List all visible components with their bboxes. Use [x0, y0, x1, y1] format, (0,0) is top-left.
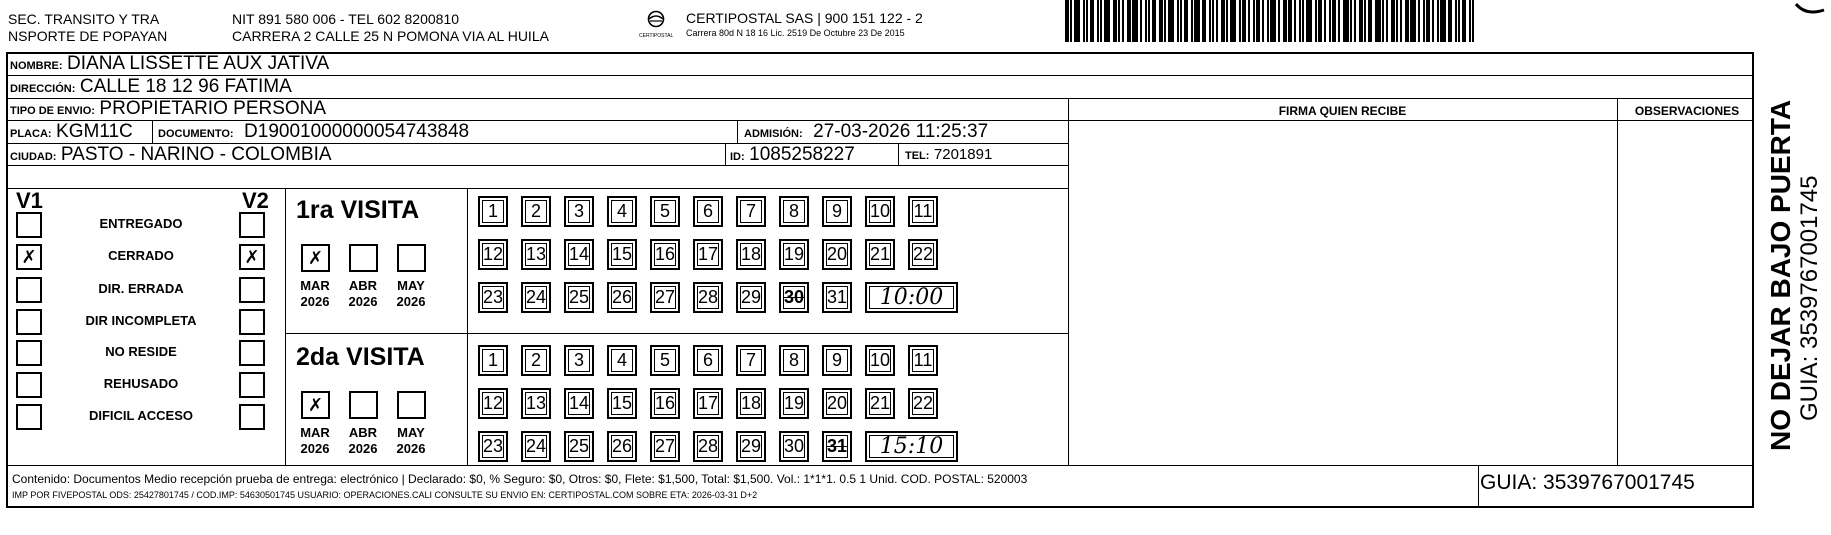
barcode-bar [1104, 0, 1110, 42]
barcode-bar [1469, 0, 1471, 42]
barcode-bar [1140, 0, 1142, 42]
v2-checkbox[interactable] [239, 372, 265, 398]
barcode-bar [1177, 0, 1179, 42]
year-label: 2026 [300, 294, 330, 309]
address-line: CARRERA 2 CALLE 25 N POMONA VIA AL HUILA [232, 28, 549, 44]
license-line: Carrera 80d N 18 16 Lic. 2519 De Octubre 23 De 2015 [686, 28, 905, 38]
day-box[interactable]: 3 [564, 196, 594, 227]
barcode-bar [1386, 0, 1388, 42]
company-info [686, 10, 923, 39]
barcode-bar [1455, 0, 1457, 42]
day-box[interactable]: 15 [607, 388, 637, 419]
barcode-bar [1410, 0, 1416, 42]
rule [6, 465, 1754, 466]
direccion-label: DIRECCIÓN: [10, 83, 76, 95]
barcode-bar [1396, 0, 1398, 42]
day-box[interactable]: 11 [908, 196, 938, 227]
barcode-bar [1306, 0, 1312, 42]
month-checkbox-abr[interactable] [349, 244, 378, 272]
year-label: 2026 [348, 294, 378, 309]
barcode-bar [1212, 0, 1214, 42]
barcode-bar [1400, 0, 1402, 42]
barcode-bar [1448, 0, 1452, 42]
day-box[interactable]: 21 [865, 388, 895, 419]
id-value: 1085258227 [749, 144, 855, 165]
sender-line-2: NSPORTE DE POPAYAN [8, 28, 168, 44]
day-box[interactable]: 28 [693, 282, 723, 313]
documento-label: DOCUMENTO: [158, 128, 234, 140]
status-label-entregado: ENTREGADO [99, 216, 183, 231]
day-box[interactable]: 4 [607, 196, 637, 227]
rule [285, 188, 286, 465]
day-box[interactable]: 9 [822, 196, 852, 227]
day-box[interactable]: 22 [908, 239, 938, 270]
barcode-bar [1391, 0, 1395, 42]
barcode-bar [1432, 0, 1434, 42]
barcode-bar [1202, 0, 1206, 42]
v1-checkbox[interactable] [16, 340, 42, 366]
month-checkbox-mar[interactable]: ✗ [301, 391, 330, 419]
barcode-bar [1405, 0, 1409, 42]
v1-checkbox[interactable]: ✗ [16, 244, 42, 270]
barcode-bar [1145, 0, 1147, 42]
day-box[interactable]: 22 [908, 388, 938, 419]
barcode-bar [1278, 0, 1280, 42]
barcode-bar [1262, 0, 1264, 42]
day-box[interactable]: 27 [650, 431, 680, 462]
barcode-bar [1359, 0, 1363, 42]
guia-side: GUIA: 3539767001745 [1796, 175, 1823, 421]
v1-checkbox[interactable] [16, 309, 42, 335]
barcode-bar [1288, 0, 1292, 42]
rule [285, 333, 1068, 334]
day-box[interactable]: 11 [908, 345, 938, 376]
day-box[interactable]: 26 [607, 282, 637, 313]
barcode-bar [1437, 0, 1439, 42]
admision-label: ADMISIÓN: [744, 128, 803, 140]
day-box[interactable]: 27 [650, 282, 680, 313]
barcode-bar [1302, 0, 1304, 42]
barcode-bar [1294, 0, 1296, 42]
day-box[interactable]: 21 [865, 239, 895, 270]
direccion-value: CALLE 18 12 96 FATIMA [79, 76, 292, 97]
day-box[interactable]: 16 [650, 239, 680, 270]
day-box[interactable]: 10 [865, 196, 895, 227]
day-box[interactable]: 2 [521, 345, 551, 376]
day-box[interactable]: 16 [650, 388, 680, 419]
status-label-dificil-acceso: DIFICIL ACCESO [88, 408, 193, 423]
barcode-bar [1253, 0, 1255, 42]
v2-checkbox[interactable] [239, 277, 265, 303]
day-box[interactable]: 14 [564, 239, 594, 270]
month-label: MAR [300, 278, 330, 293]
barcode-bar [1159, 0, 1163, 42]
barcode-bar [1472, 0, 1474, 42]
day-box[interactable]: 2 [521, 196, 551, 227]
barcode-bar [1423, 0, 1425, 42]
barcode-bar [1375, 0, 1381, 42]
v2-checkbox[interactable] [239, 212, 265, 238]
month-label: ABR [348, 425, 378, 440]
placa-label: PLACA: [10, 128, 52, 140]
day-box[interactable]: 29 [736, 282, 766, 313]
admision-field [744, 121, 988, 145]
month-checkbox-abr[interactable] [349, 391, 378, 419]
barcode-bar [1118, 0, 1120, 42]
day-box[interactable]: 5 [650, 345, 680, 376]
id-field [730, 144, 855, 168]
barcode-bar [1315, 0, 1317, 42]
barcode-bar [1191, 0, 1193, 42]
nombre-field [10, 53, 329, 77]
day-box[interactable]: 30 [779, 431, 809, 462]
day-box[interactable]: 17 [693, 388, 723, 419]
day-box[interactable]: 24 [521, 282, 551, 313]
barcode-bar [1239, 0, 1241, 42]
company-line: CERTIPOSTAL SAS | 900 151 122 - 2 [686, 10, 923, 26]
barcode-bar [1209, 0, 1211, 42]
barcode-bar [1350, 0, 1352, 42]
documento-value: D19001000000054743848 [244, 121, 470, 142]
placa-value: KGM11C [56, 121, 133, 142]
day-box[interactable]: 1 [478, 345, 508, 376]
contenido-line: Contenido: Documentos Medio recepción prueba de entrega: electrónico | Declarado: $0, % Seguro: $0, Otros: $0, Flete: $1,500, Total: $1,500. Vol.: 1*1*1. 0.5 1 Unid. COD. POSTAL: 520003 [12, 472, 1028, 486]
observaciones-area[interactable] [1620, 122, 1752, 463]
barcode-bar [1113, 0, 1117, 42]
day-box[interactable]: 31 [822, 431, 852, 462]
barcode-bar [1127, 0, 1131, 42]
day-box[interactable]: 8 [779, 196, 809, 227]
tipo-field [10, 98, 326, 122]
v1-checkbox[interactable] [16, 372, 42, 398]
guia-footer: GUIA: 3539767001745 [1480, 471, 1695, 494]
day-box[interactable]: 4 [607, 345, 637, 376]
barcode-bar [1382, 0, 1384, 42]
barcode-bar [1070, 0, 1072, 42]
barcode-bar [1338, 0, 1340, 42]
month-checkbox-may[interactable] [397, 391, 426, 419]
direccion-field [10, 76, 292, 100]
rule [898, 143, 899, 165]
barcode-bar [1164, 0, 1166, 42]
placa-field [10, 121, 133, 145]
tipo-label: TIPO DE ENVIO: [10, 105, 95, 117]
ciudad-value: PASTO - NARINO - COLOMBIA [60, 144, 332, 165]
id-label: ID: [730, 151, 745, 163]
v2-checkbox[interactable]: ✗ [239, 244, 265, 270]
visit-time[interactable]: 15:10 [865, 431, 958, 462]
barcode-bar [1368, 0, 1372, 42]
barcode-bar [1426, 0, 1430, 42]
tipo-value: PROPIETARIO PERSONA [99, 98, 327, 119]
day-box[interactable]: 7 [736, 345, 766, 376]
day-box[interactable]: 18 [736, 239, 766, 270]
firma-header: FIRMA QUIEN RECIBE [1278, 104, 1407, 118]
barcode-bar [1221, 0, 1225, 42]
barcode-bar [1168, 0, 1174, 42]
ciudad-field [10, 144, 332, 168]
barcode-bar [1090, 0, 1094, 42]
day-box[interactable]: 3 [564, 345, 594, 376]
barcode-bar [1122, 0, 1124, 42]
barcode-bar [1230, 0, 1236, 42]
day-box[interactable]: 14 [564, 388, 594, 419]
day-box[interactable]: 5 [650, 196, 680, 227]
day-box[interactable]: 28 [693, 431, 723, 462]
day-box[interactable]: 9 [822, 345, 852, 376]
day-box[interactable]: 29 [736, 431, 766, 462]
barcode-bar [1065, 0, 1069, 42]
barcode-bar [1458, 0, 1460, 42]
day-box[interactable]: 12 [478, 239, 508, 270]
year-label: 2026 [396, 294, 426, 309]
barcode-bar [1132, 0, 1138, 42]
barcode-bar [1332, 0, 1336, 42]
month-label: ABR [348, 278, 378, 293]
day-box[interactable]: 13 [521, 388, 551, 419]
barcode-bar [1097, 0, 1099, 42]
day-box[interactable]: 6 [693, 345, 723, 376]
barcode-bar [1184, 0, 1188, 42]
barcode-bar [1324, 0, 1326, 42]
v2-checkbox[interactable] [239, 404, 265, 430]
month-checkbox-may[interactable] [397, 244, 426, 272]
no-dejar-bajo-puerta: NO DEJAR BAJO PUERTA [1765, 99, 1796, 451]
year-label: 2026 [300, 441, 330, 456]
tel-field [905, 144, 992, 167]
day-box[interactable]: 6 [693, 196, 723, 227]
day-box[interactable]: 13 [521, 239, 551, 270]
logo-icon [644, 10, 668, 28]
barcode-bar [1318, 0, 1322, 42]
certipostal-logo [639, 10, 673, 39]
day-box[interactable]: 24 [521, 431, 551, 462]
rule [6, 188, 1068, 189]
day-box[interactable]: 25 [564, 431, 594, 462]
barcode-bar [1180, 0, 1182, 42]
nombre-value: DIANA LISSETTE AUX JATIVA [67, 53, 330, 74]
rule [467, 188, 468, 465]
day-box[interactable]: 23 [478, 431, 508, 462]
status-label-no-reside: NO RESIDE [105, 344, 177, 359]
imp-line: IMP POR FIVEPOSTAL ODS: 25427801745 / COD.IMP: 54630501745 USUARIO: OPERACIONES.CALI CONSULTE SU ENVIO EN: CERTIPOSTAL.COM SOBRE ETA: 2026-03-31 D+2 [12, 490, 758, 500]
barcode-bar [1418, 0, 1420, 42]
barcode-bar [1100, 0, 1102, 42]
v2-checkbox[interactable] [239, 340, 265, 366]
barcode-bar [1086, 0, 1088, 42]
barcode-bar [1299, 0, 1301, 42]
rule [16, 213, 42, 214]
nombre-label: NOMBRE: [10, 60, 63, 72]
barcode-bar [1283, 0, 1287, 42]
v2-checkbox[interactable] [239, 309, 265, 335]
day-box[interactable]: 19 [779, 388, 809, 419]
status-label-dir-errada: DIR. ERRADA [98, 281, 184, 296]
status-label-dir-incompleta: DIR INCOMPLETA [85, 313, 197, 328]
barcode-bar [1440, 0, 1446, 42]
day-box[interactable]: 17 [693, 239, 723, 270]
documento-field [158, 121, 469, 145]
day-box[interactable]: 25 [564, 282, 594, 313]
nit-line: NIT 891 580 006 - TEL 602 8200810 [232, 11, 460, 27]
observaciones-header: OBSERVACIONES [1634, 104, 1740, 118]
visit-title-2: 2da VISITA [296, 343, 425, 371]
month-label: MAR [300, 425, 330, 440]
day-box[interactable]: 19 [779, 239, 809, 270]
day-box[interactable]: 10 [865, 345, 895, 376]
rule [1617, 98, 1618, 465]
barcode-bar [1462, 0, 1466, 42]
day-box[interactable]: 15 [607, 239, 637, 270]
sender-name [8, 11, 167, 45]
v1-checkbox[interactable] [16, 212, 42, 238]
tel-label: TEL: [905, 150, 930, 162]
rule [725, 143, 726, 165]
barcode-bar [1242, 0, 1246, 42]
visit-time[interactable]: 10:00 [865, 282, 958, 313]
day-box[interactable]: 30 [779, 282, 809, 313]
tel-value: 7201891 [933, 146, 993, 163]
day-box[interactable]: 31 [822, 282, 852, 313]
barcode-bar [1270, 0, 1276, 42]
corner-scribble-icon [1794, 0, 1828, 22]
barcode-bar [1267, 0, 1269, 42]
sender-line-1: SEC. TRANSITO Y TRA [8, 11, 160, 27]
barcode-bar [1248, 0, 1250, 42]
day-box[interactable]: 20 [822, 388, 852, 419]
ciudad-label: CIUDAD: [10, 151, 57, 163]
day-box[interactable]: 12 [478, 388, 508, 419]
barcode-bar [1329, 0, 1331, 42]
day-box[interactable]: 1 [478, 196, 508, 227]
barcode-bar [1148, 0, 1150, 42]
logo-text: CERTIPOSTAL [639, 33, 674, 39]
barcode-bar [1074, 0, 1080, 42]
barcode-bar [1216, 0, 1218, 42]
year-label: 2026 [348, 441, 378, 456]
barcode-bar [1343, 0, 1349, 42]
rule [1478, 465, 1479, 508]
corner-mark [1794, 0, 1828, 27]
barcode-bar [1226, 0, 1228, 42]
day-box[interactable]: 7 [736, 196, 766, 227]
day-box[interactable]: 20 [822, 239, 852, 270]
month-checkbox-mar[interactable]: ✗ [301, 244, 330, 272]
day-box[interactable]: 26 [607, 431, 637, 462]
barcode-bar [1256, 0, 1260, 42]
v2-header: V2 [242, 188, 269, 213]
day-box[interactable]: 18 [736, 388, 766, 419]
v1-header: V1 [16, 188, 43, 213]
barcode-bar [1194, 0, 1200, 42]
barcode-bar [1152, 0, 1156, 42]
rule [1068, 98, 1069, 465]
barcode [1065, 0, 1550, 42]
v1-checkbox[interactable] [16, 404, 42, 430]
year-label: 2026 [396, 441, 426, 456]
barcode-bar [1364, 0, 1366, 42]
v1-checkbox[interactable] [16, 277, 42, 303]
admision-value: 27-03-2026 11:25:37 [813, 121, 989, 142]
day-box[interactable]: 23 [478, 282, 508, 313]
status-label-cerrado: CERRADO [108, 248, 174, 263]
barcode-bar [1083, 0, 1085, 42]
day-box[interactable]: 8 [779, 345, 809, 376]
month-label: MAY [397, 278, 425, 293]
sender-info [232, 11, 549, 45]
status-label-rehusado: REHUSADO [103, 376, 179, 391]
barcode-bar [1354, 0, 1356, 42]
firma-area[interactable] [1070, 122, 1615, 463]
month-label: MAY [397, 425, 425, 440]
rule [737, 120, 738, 143]
rule [152, 120, 153, 143]
visit-title-1: 1ra VISITA [296, 196, 420, 224]
